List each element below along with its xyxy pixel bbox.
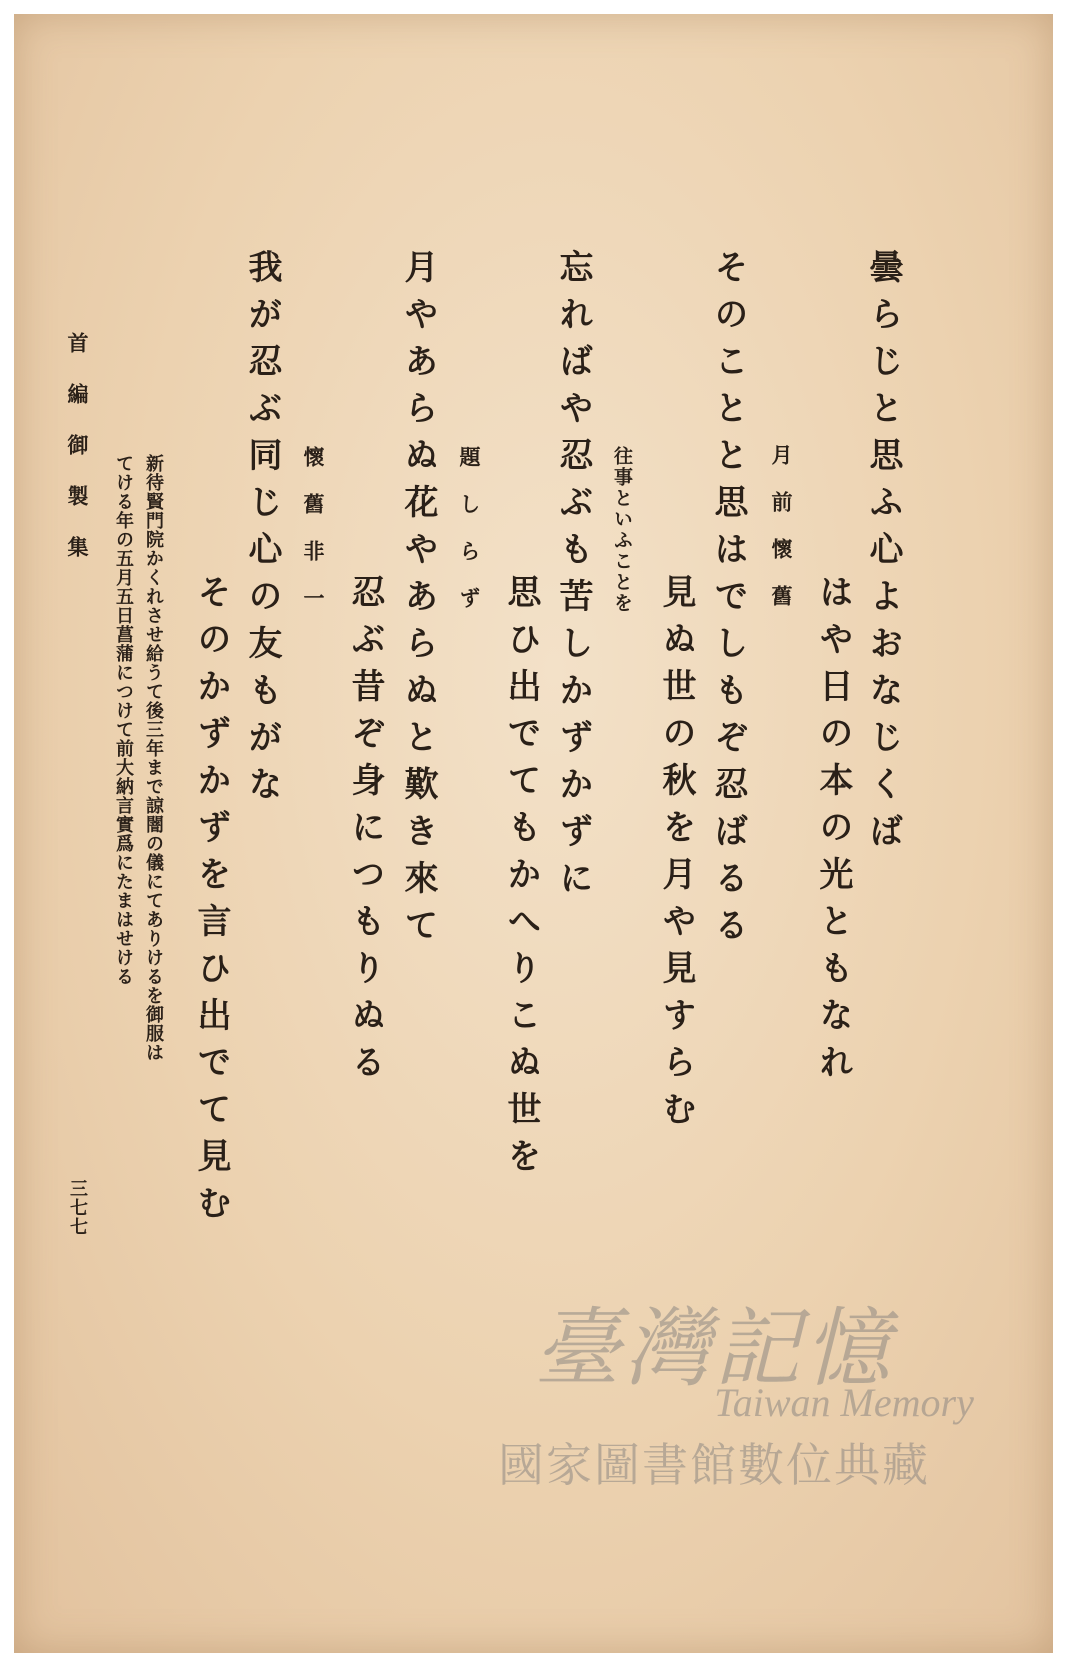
- poem-3-line-1: 忘ればや忍ぶも苦しかずかずに: [553, 249, 593, 907]
- poem-1-line-1: 曇らじと思ふ心よおなじくば: [863, 249, 903, 860]
- watermark-logo: 臺灣記憶: [534, 1299, 894, 1399]
- poem-5-title: 懷舊非一: [301, 446, 326, 634]
- watermark-english: Taiwan Memory: [714, 1380, 974, 1425]
- poem-2-line-2: 見ぬ世の秋を月や見すらむ: [656, 574, 696, 1138]
- page-number: 三七七: [67, 1179, 88, 1236]
- note-line-2: てける年の五月五日菖蒲につけて前大納言實爲にたまはせける: [113, 454, 134, 986]
- note-line-1: 新待賢門院かくれさせ給うて後三年まで諒闇の儀にてありけるを御服は: [143, 454, 164, 1062]
- poem-2-title: 月前懷舊: [769, 444, 794, 632]
- poem-3-line-2: 思ひ出でてもかへりこぬ世を: [501, 574, 541, 1185]
- running-header: 首編御製集: [65, 332, 90, 587]
- poem-2-line-1: そのことと思はでしもぞ忍ばるる: [708, 249, 748, 954]
- poem-5-line-1: 我が忍ぶ同じ心の友もがな: [242, 249, 282, 813]
- poem-4-line-1: 月やあらぬ花やあらぬと歎き來て: [398, 249, 438, 954]
- poem-5-line-2: そのかずかずを言ひ出でて見む: [191, 574, 231, 1232]
- poem-4-title: 題しらず: [457, 446, 482, 634]
- poem-1-line-2: はや日の本の光ともなれ: [813, 574, 853, 1091]
- book-page: [14, 14, 1053, 1653]
- poem-3-title: 往事といふことを: [611, 446, 633, 614]
- poem-4-line-2: 忍ぶ昔ぞ身につもりぬる: [345, 574, 385, 1091]
- watermark-subtitle: 國家圖書館數位典藏: [498, 1438, 930, 1492]
